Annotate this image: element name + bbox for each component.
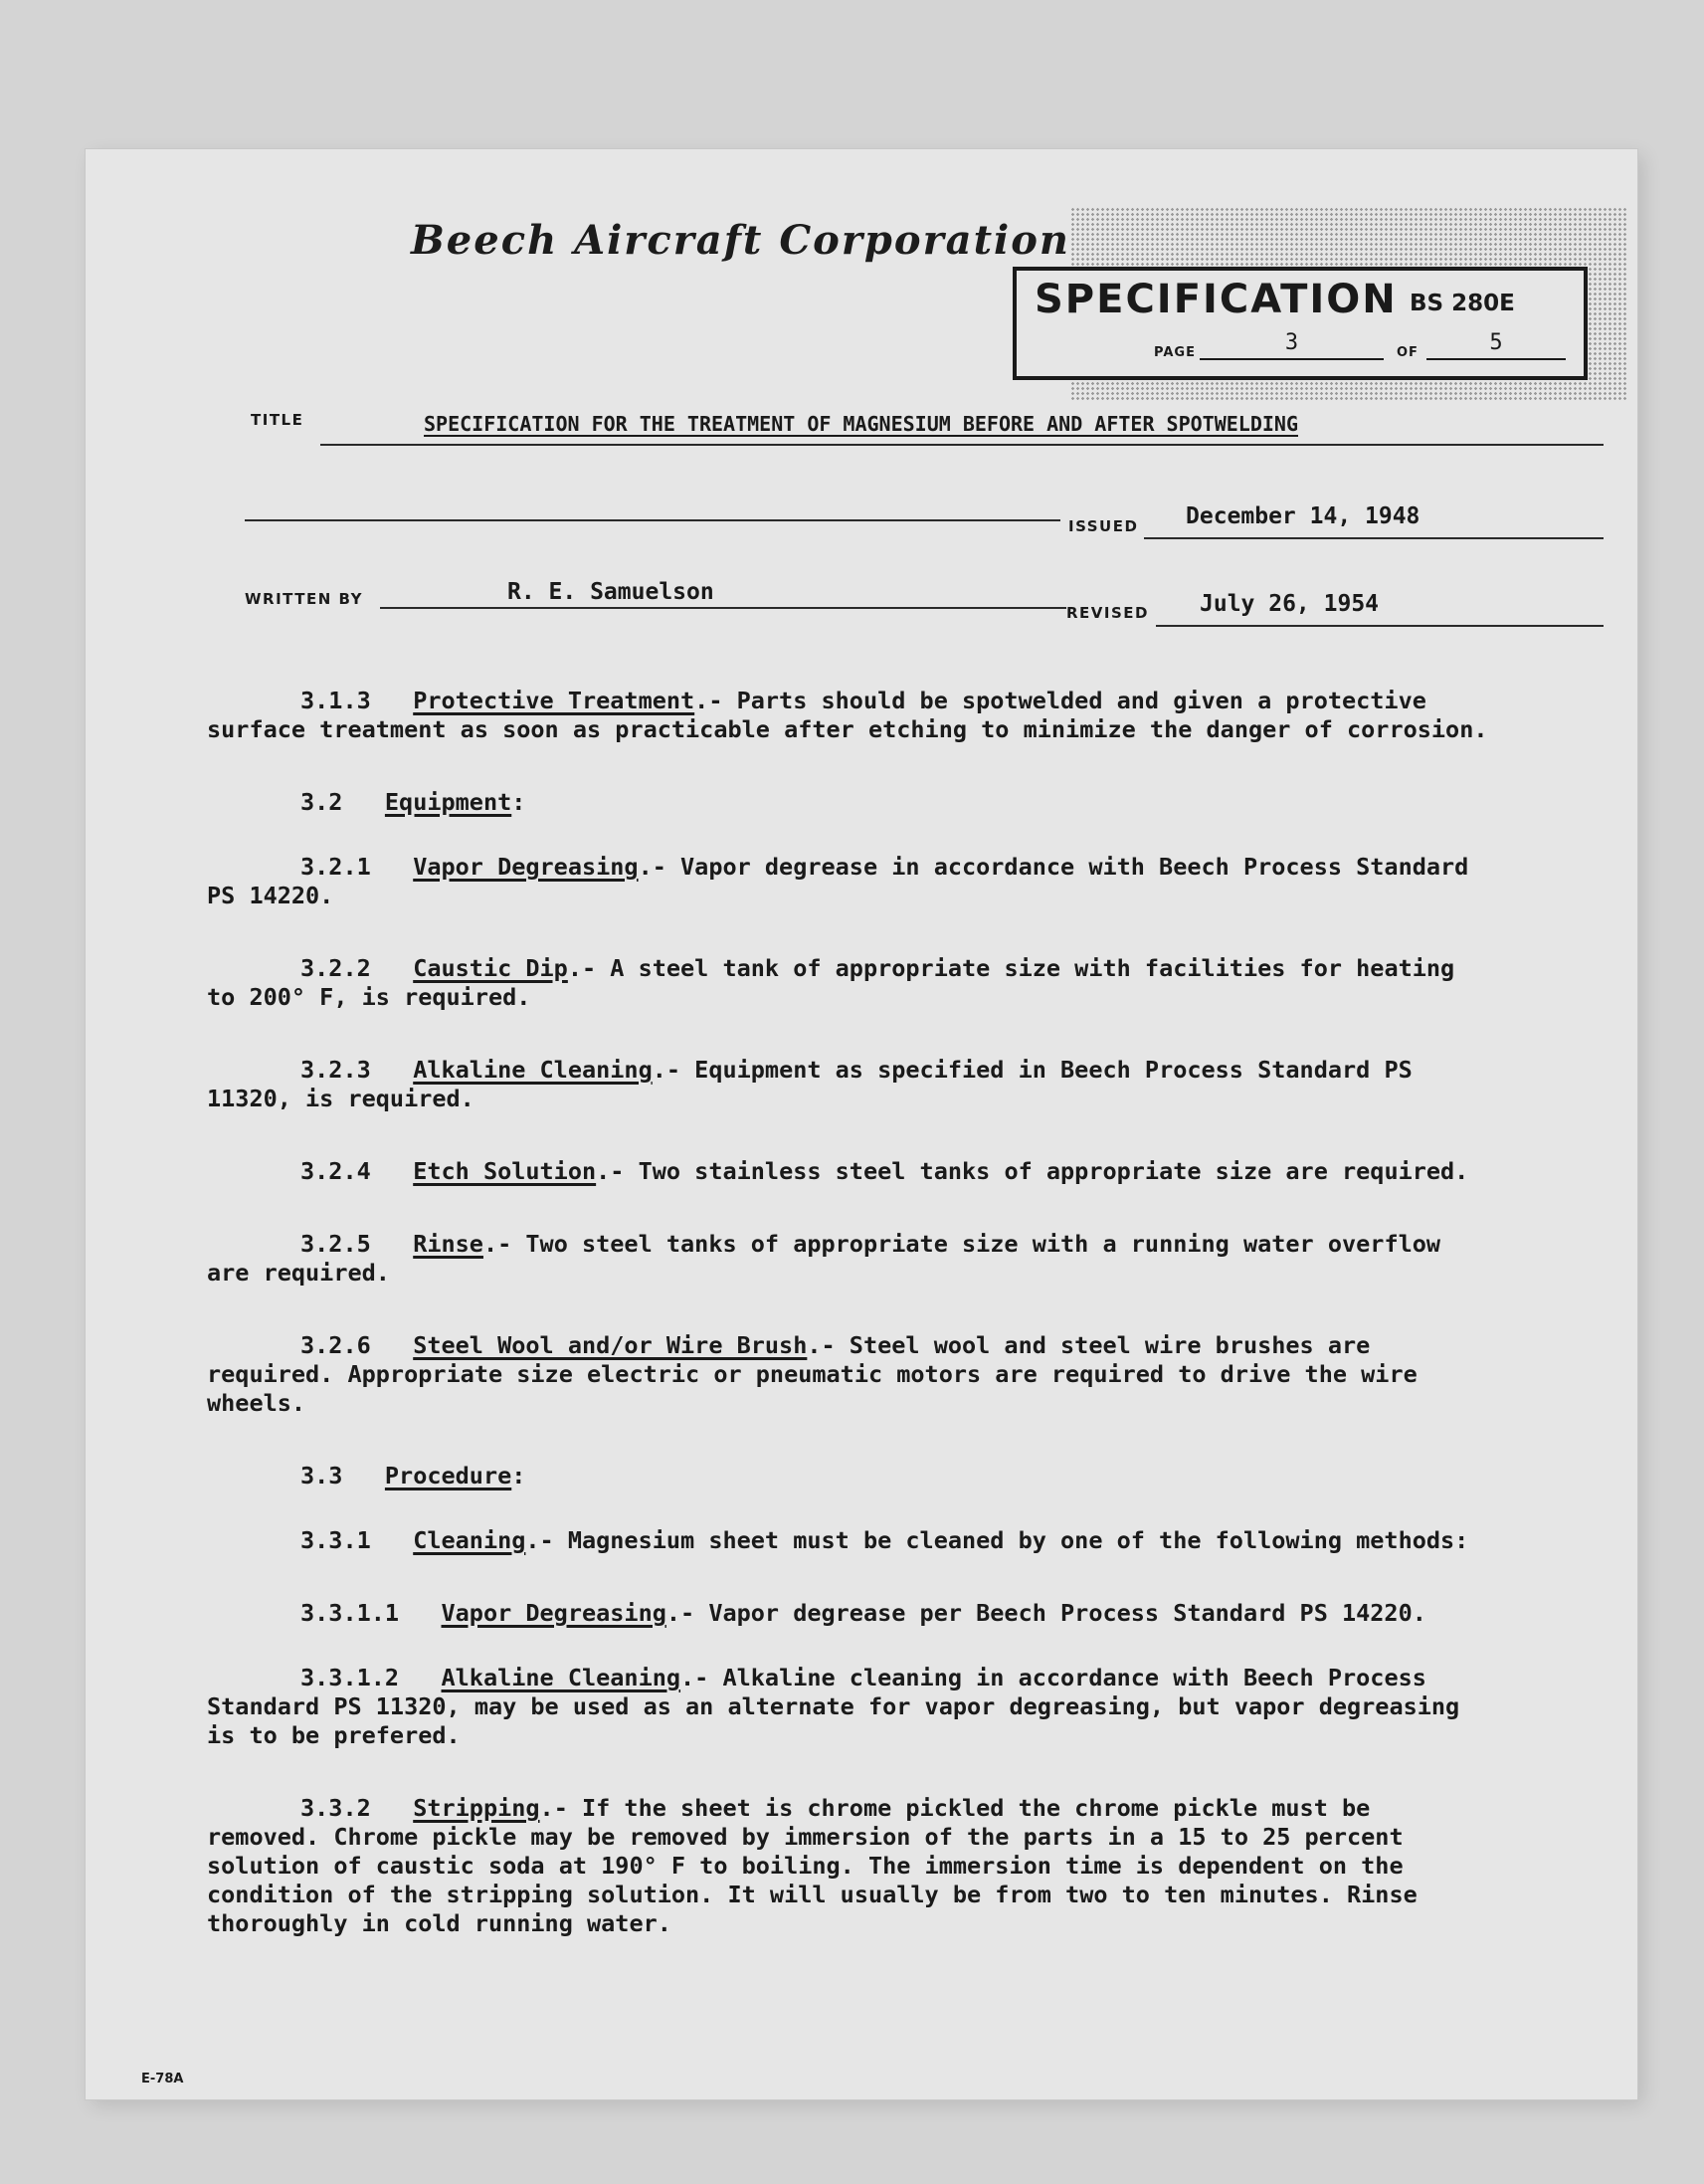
- specification-heading: SPECIFICATION: [1035, 277, 1398, 322]
- section-3-2-6: 3.2.6 Steel Wool and/or Wire Brush.- Steel wool and steel wire brushes are required. Appropriate size electric or pneumatic motors are required to drive the wire wheels.: [207, 1331, 1431, 1417]
- section-number: 3.2.5: [300, 1230, 371, 1258]
- section-3-2-3: 3.2.3 Alkaline Cleaning.- Equipment as specified in Beech Process Standard PS 11320, is required.: [207, 1056, 1426, 1112]
- form-code: E-78A: [141, 2072, 184, 2086]
- issued-label: ISSUED: [1068, 517, 1139, 535]
- specification-box: [1013, 267, 1588, 380]
- document-page: [86, 149, 1637, 2099]
- section-3-2-5: 3.2.5 Rinse.- Two steel tanks of appropriate size with a running water overflow are required.: [207, 1230, 1455, 1287]
- section-number: 3.2: [300, 788, 343, 816]
- section-heading: Cleaning: [413, 1526, 526, 1554]
- section-text: Parts should be spotwelded and given a protective surface treatment as soon as practicable after etching to minimize the danger of corrosion.: [207, 687, 1488, 743]
- section-heading: Etch Solution: [413, 1157, 597, 1185]
- section-number: 3.2.3: [300, 1056, 371, 1084]
- section-heading: Equipment: [384, 788, 512, 816]
- page-label: PAGE: [1154, 345, 1196, 360]
- section-text: Vapor degrease in accordance with Beech Process Standard PS 14220.: [207, 853, 1483, 909]
- section-3-2-1: 3.2.1 Vapor Degreasing.- Vapor degrease in accordance with Beech Process Standard PS 14220.: [207, 853, 1483, 909]
- title-line: [320, 444, 1604, 446]
- section-text: Magnesium sheet must be cleaned by one of the following methods:: [553, 1526, 1469, 1554]
- revised-date: July 26, 1954: [1200, 591, 1380, 617]
- revised-line: [1156, 625, 1604, 627]
- section-number: 3.1.3: [300, 687, 371, 714]
- revised-label: REVISED: [1066, 604, 1149, 622]
- section-text: If the sheet is chrome pickled the chrome pickle must be removed. Chrome pickle may be removed by immersion of the parts in a 15 to 25 percent solution of caustic soda at 190° F to boiling. The immersion time is dependent on the condition of the stripping solution. It will usually be from two to ten minutes. Rinse thoroughly in cold running water.: [207, 1794, 1431, 1937]
- section-heading: Vapor Degreasing: [441, 1599, 666, 1627]
- issued-date: December 14, 1948: [1186, 503, 1420, 529]
- section-number: 3.3.2: [300, 1794, 371, 1822]
- section-text: Equipment as specified in Beech Process Standard PS 11320, is required.: [207, 1056, 1426, 1112]
- section-3-2-4: 3.2.4 Etch Solution.- Two stainless steel tanks of appropriate size are required.: [207, 1157, 1490, 1186]
- section-number: 3.3: [300, 1462, 343, 1489]
- specification-body: [207, 687, 1490, 1982]
- section-3-1-3: 3.1.3 Protective Treatment.- Parts should be spotwelded and given a protective surface treatment as soon as practicable after etching to minimize the danger of corrosion.: [207, 687, 1488, 743]
- author-name: R. E. Samuelson: [507, 579, 714, 605]
- page-total: 5: [1426, 328, 1566, 360]
- section-heading: Rinse: [413, 1230, 483, 1258]
- section-3-2: 3.2 Equipment:: [207, 788, 1490, 817]
- section-heading: Alkaline Cleaning: [441, 1664, 681, 1691]
- section-text: A steel tank of appropriate size with facilities for heating to 200° F, is required.: [207, 954, 1469, 1011]
- section-3-2-2: 3.2.2 Caustic Dip.- A steel tank of appropriate size with facilities for heating to 200° F, is required.: [207, 954, 1469, 1011]
- section-text: Vapor degrease per Beech Process Standard PS 14220.: [694, 1599, 1426, 1627]
- section-heading: Procedure: [384, 1462, 512, 1489]
- section-number: 3.3.1.2: [300, 1664, 400, 1691]
- section-3-3-1-1: 3.3.1.1 Vapor Degreasing.- Vapor degrease per Beech Process Standard PS 14220.: [207, 1599, 1490, 1628]
- of-label: OF: [1397, 345, 1419, 360]
- section-3-3-1-2: 3.3.1.2 Alkaline Cleaning.- Alkaline cleaning in accordance with Beech Process Standard PS 11320, may be used as an alternate for vapor degreasing, but vapor degreasing is to be prefered.: [207, 1664, 1474, 1749]
- section-heading: Vapor Degreasing: [413, 853, 639, 881]
- section-number: 3.2.2: [300, 954, 371, 982]
- section-number: 3.2.6: [300, 1331, 371, 1359]
- section-text: Alkaline cleaning in accordance with Beech Process Standard PS 11320, may be used as an alternate for vapor degreasing, but vapor degreasing is to be prefered.: [207, 1664, 1474, 1749]
- section-3-3-1: 3.3.1 Cleaning.- Magnesium sheet must be cleaned by one of the following methods:: [207, 1526, 1490, 1555]
- blank-title-line: [245, 519, 1060, 521]
- section-text: Two steel tanks of appropriate size with a running water overflow are required.: [207, 1230, 1455, 1287]
- section-heading: Protective Treatment: [413, 687, 695, 714]
- section-number: 3.3.1: [300, 1526, 371, 1554]
- section-number: 3.2.4: [300, 1157, 371, 1185]
- section-3-3: 3.3 Procedure:: [207, 1462, 1490, 1490]
- section-heading: Steel Wool and/or Wire Brush: [413, 1331, 808, 1359]
- page-number: 3: [1200, 328, 1384, 360]
- written-by-label: WRITTEN BY: [245, 590, 363, 608]
- section-text: Two stainless steel tanks of appropriate size are required.: [624, 1157, 1469, 1185]
- section-number: 3.2.1: [300, 853, 371, 881]
- company-name: Beech Aircraft Corporation: [411, 217, 1070, 264]
- written-by-line: [380, 607, 1066, 609]
- spec-number: BS 280E: [1410, 291, 1515, 316]
- section-number: 3.3.1.1: [300, 1599, 400, 1627]
- section-3-3-2: 3.3.2 Stripping.- If the sheet is chrome pickled the chrome pickle must be removed. Chrome pickle may be removed by immersion of the parts in a 15 to 25 percent solution of caustic soda at 190° F to boiling. The immersion time is dependent on the condition of the stripping solution. It will usually be from two to ten minutes. Rinse thoroughly in cold running water.: [207, 1794, 1431, 1937]
- title-label: TITLE: [251, 411, 304, 429]
- section-heading: Caustic Dip: [413, 954, 568, 982]
- section-heading: Stripping: [413, 1794, 540, 1822]
- document-title: SPECIFICATION FOR THE TREATMENT OF MAGNESIUM BEFORE AND AFTER SPOTWELDING: [424, 412, 1298, 436]
- issued-line: [1144, 537, 1604, 539]
- section-heading: Alkaline Cleaning: [413, 1056, 653, 1084]
- section-text: Steel wool and steel wire brushes are required. Appropriate size electric or pneumatic motors are required to drive the wire wheels.: [207, 1331, 1431, 1417]
